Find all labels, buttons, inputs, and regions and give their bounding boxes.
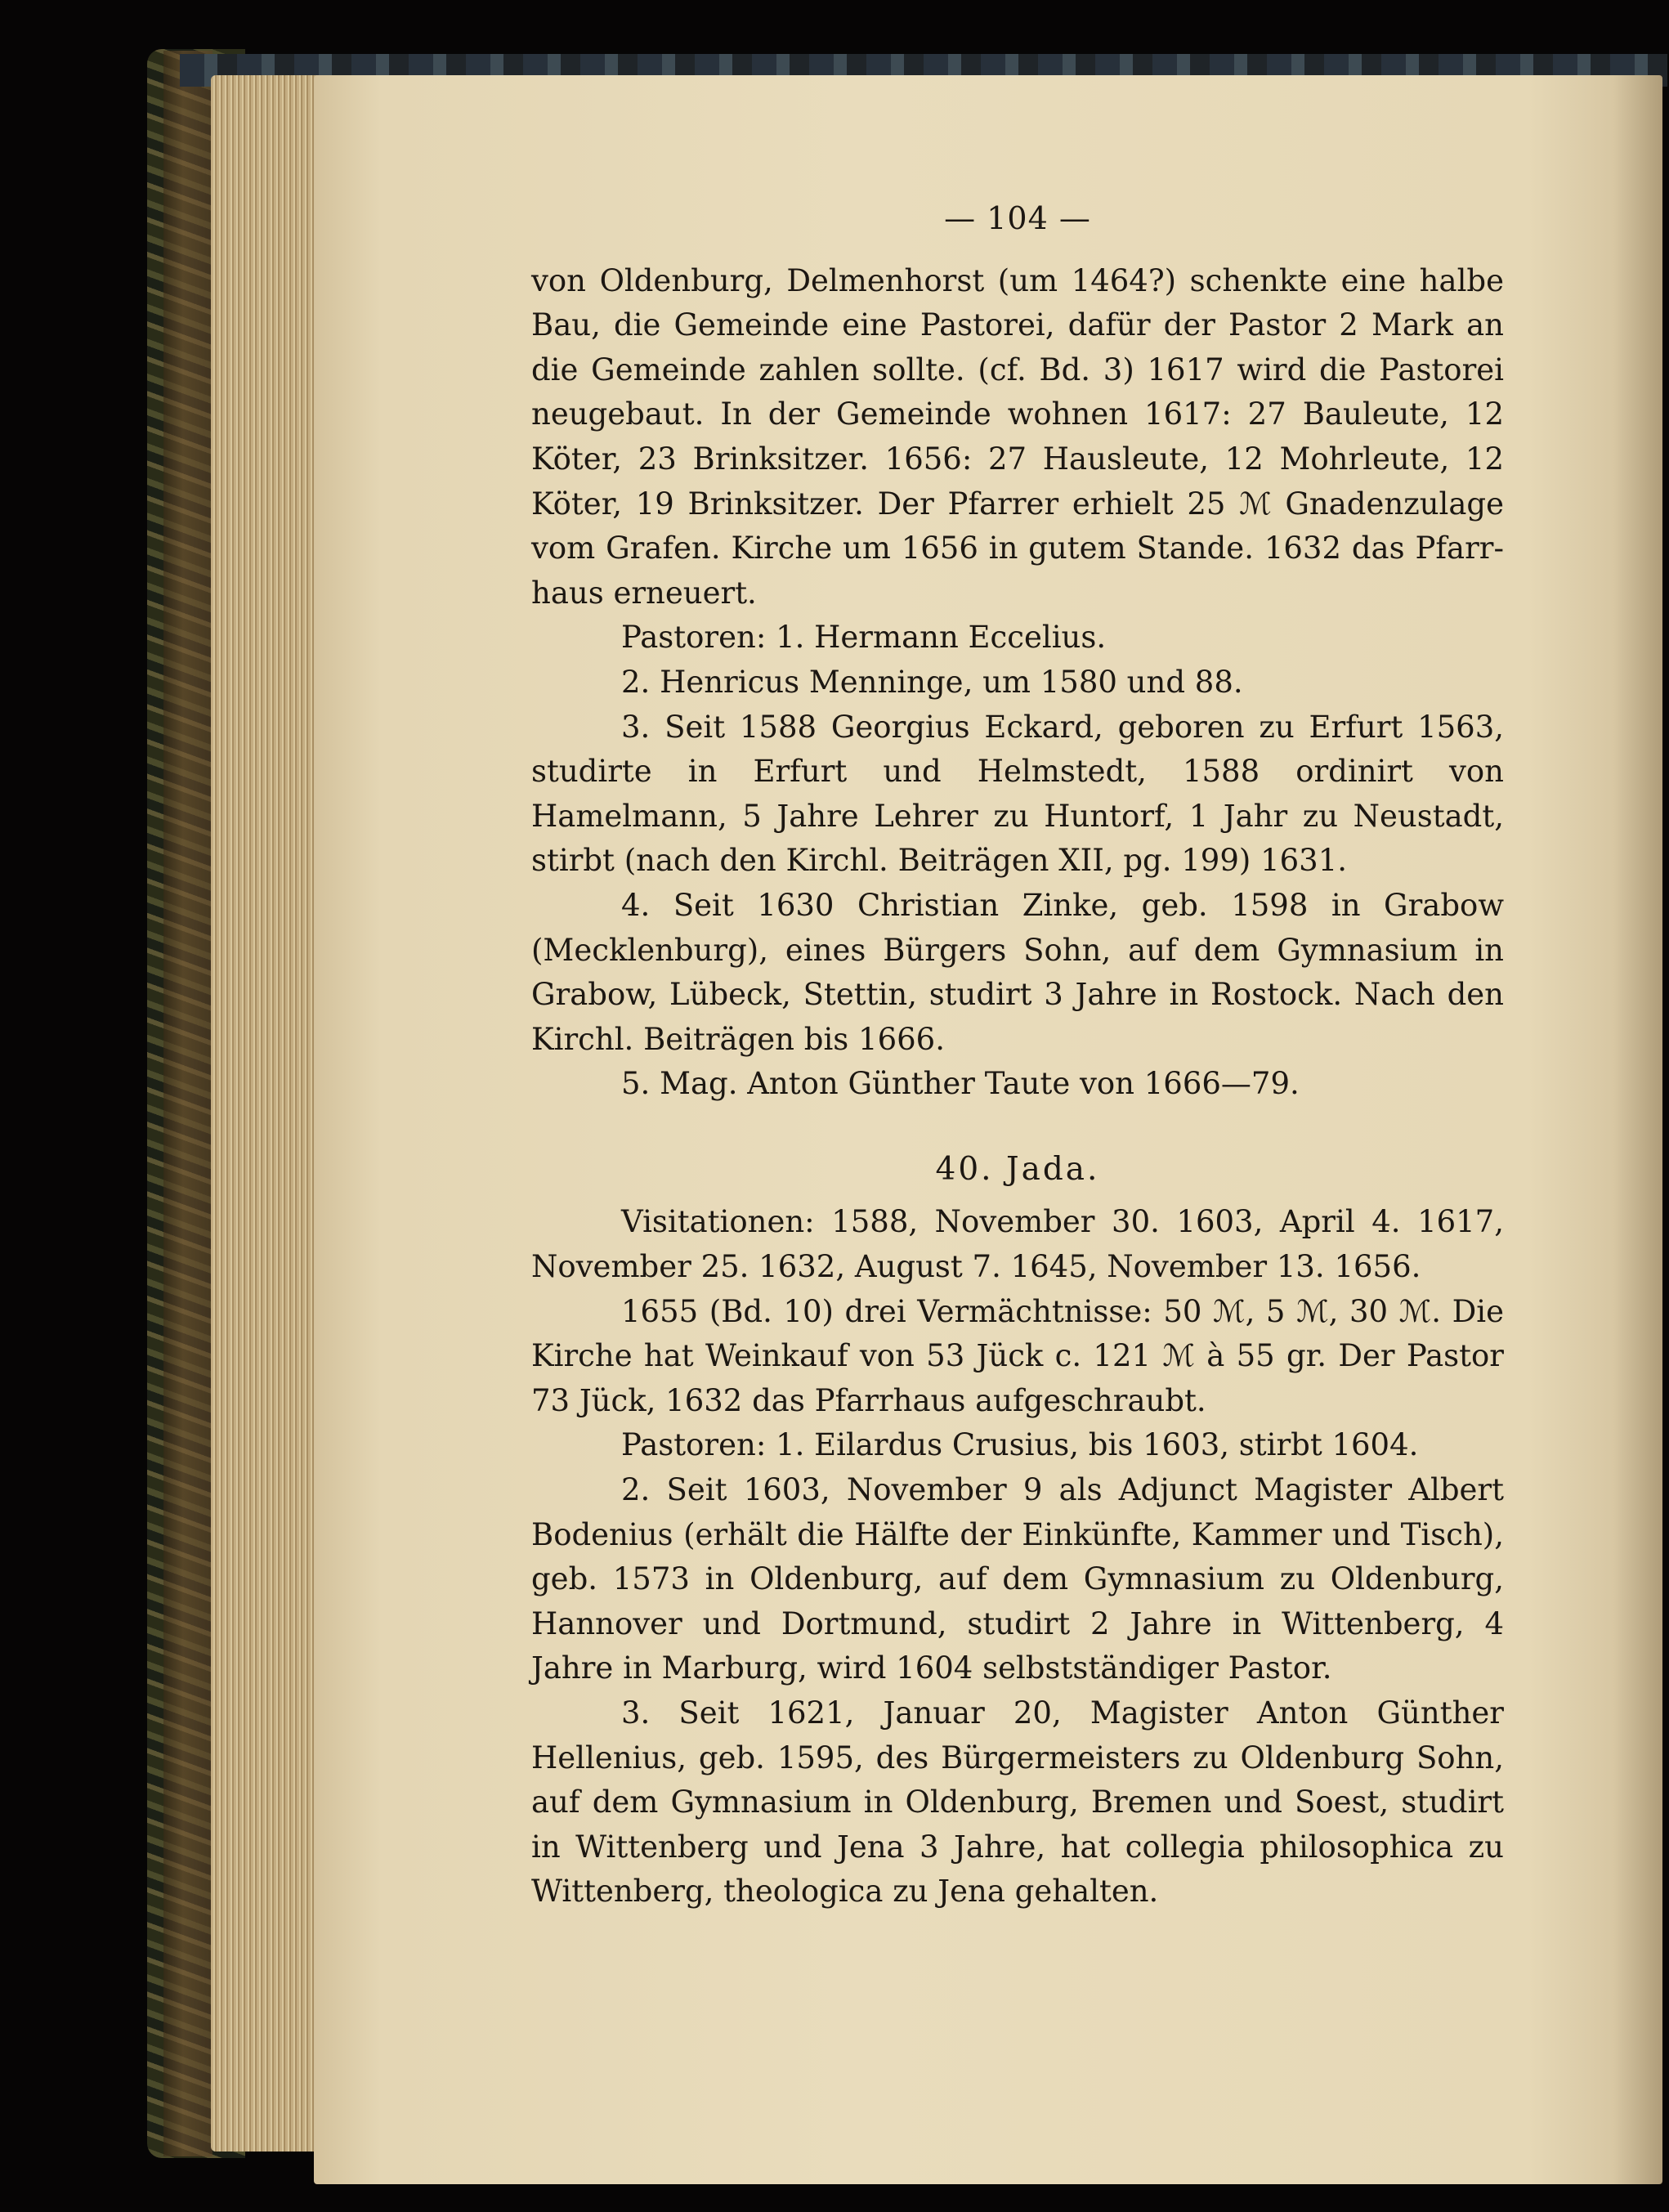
spine-edge: [163, 51, 213, 2156]
page-number: — 104 —: [944, 200, 1091, 236]
paragraph: von Oldenburg, Delmenhorst (um 1464?) schenkte eine halbe Bau, die Gemeinde eine Pastorei, dafür der Pastor 2 Mark an die Gemeinde zahlen sollte. (cf. Bd. 3) 1617 wird die Pastorei neugebaut. In der Gemeinde wohnen 1617: 27 Bauleute, 12 Köter, 23 Brinksitzer. 1656: 27 Hausleute, 12 Mohrleute, 12 Köter, 19 Brinksitzer. Der Pfarrer erhielt 25 ℳ Gnadenzulage vom Grafen. Kirche um 1656 in gutem Stande. 1632 das Pfarrhaus erneuert.: [531, 262, 1504, 611]
paragraph: Pastoren: 1. Eilardus Crusius, bis 1603, stirbt 1604.: [621, 1427, 1419, 1463]
paragraph: Pastoren: 1. Hermann Eccelius.: [621, 620, 1107, 656]
page-edges: [211, 75, 325, 2152]
paragraph: 5. Mag. Anton Günther Taute von 1666—79.: [621, 1066, 1300, 1102]
paragraph: 2. Henricus Menninge, um 1580 und 88.: [621, 664, 1243, 700]
paragraph: 2. Seit 1603, November 9 als Adjunct Magister Albert Bodenius (erhält die Hälfte der Einkünfte, Kammer und Tisch), geb. 1573 in Oldenburg, auf dem Gymnasium zu Oldenburg, Hannover und Dortmund, studirt 2 Jahre in Wittenberg, 4 Jahre in Marburg, wird 1604 selbstständiger Pastor.: [531, 1472, 1504, 1686]
paragraph: Visitationen: 1588, November 30. 1603, April 4. 1617, November 25. 1632, August 7. 1645, November 13. 1656.: [531, 1204, 1504, 1285]
page-text: [531, 196, 1504, 1914]
paragraph: 3. Seit 1621, Januar 20, Magister Anton Günther Hellenius, geb. 1595, des Bürgermeisters zu Oldenburg Sohn, auf dem Gymnasium in Oldenburg, Bremen und Soest, studirt in Wittenberg und Jena 3 Jahre, hat collegia philosophica zu Wittenberg, theologica zu Jena gehalten.: [531, 1695, 1504, 1910]
paragraph: 1655 (Bd. 10) drei Vermächtnisse: 50 ℳ, 5 ℳ, 30 ℳ. Die Kirche hat Weinkauf von 53 Jück c. 121 ℳ à 55 gr. Der Pastor 73 Jück, 1632 das Pfarrhaus aufgeschraubt.: [531, 1293, 1504, 1418]
paragraph: 3. Seit 1588 Georgius Eckard, geboren zu Erfurt 1563, studirte in Erfurt und Helmstedt, 1588 ordinirt von Hamelmann, 5 Jahre Lehrer zu Huntorf, 1 Jahr zu Neustadt, stirbt (nach den Kirchl. Beiträgen XII, pg. 199) 1631.: [531, 709, 1504, 879]
section-heading: 40. Jada.: [935, 1150, 1100, 1188]
paragraph: 4. Seit 1630 Christian Zinke, geb. 1598 in Grabow (Mecklenburg), eines Bürgers Sohn, auf dem Gymnasium in Grabow, Lübeck, Stettin, studirt 3 Jahre in Rostock. Nach den Kirchl. Beiträgen bis 1666.: [531, 887, 1504, 1057]
page-shadow: [1613, 75, 1662, 2184]
